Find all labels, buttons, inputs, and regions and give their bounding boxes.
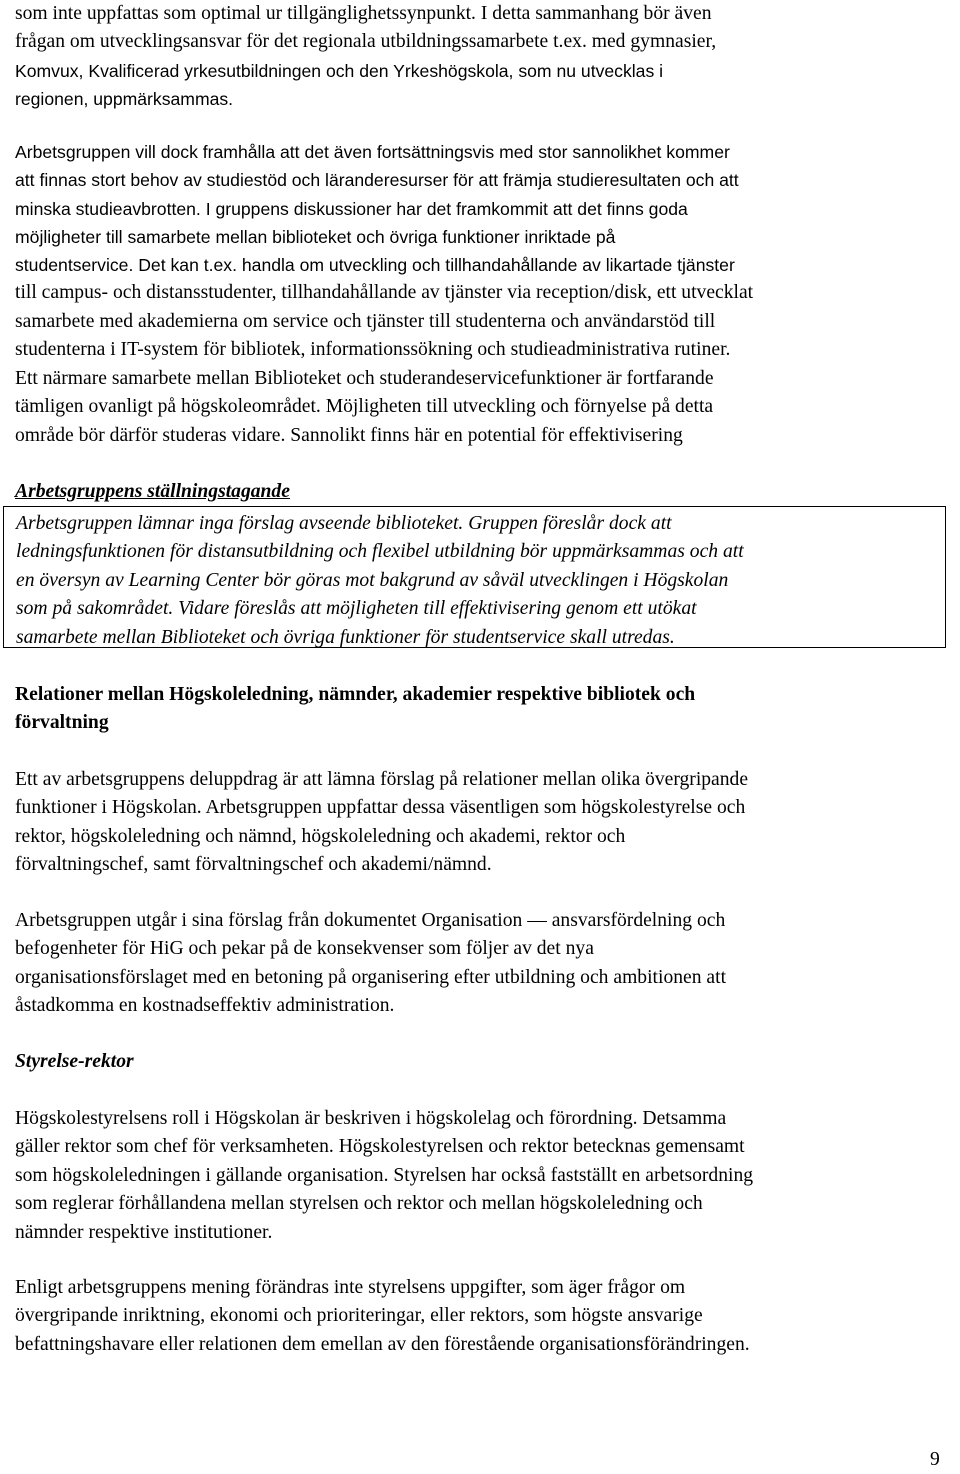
styrelse-heading: Styrelse-rektor (15, 1051, 134, 1072)
mening-line: befattningshavare eller relationen dem emellan av den förestående organisationsförändringen. (15, 1333, 750, 1355)
position-line: samarbete mellan Biblioteket och övriga funktioner för studentservice skall utredas. (16, 626, 675, 648)
support-line: studenterna i IT-system för bibliotek, informationssökning och studieadministrativa rutiner. (15, 339, 731, 361)
mening-paragraph (15, 1274, 750, 1359)
relations-line: funktioner i Högskolan. Arbetsgruppen uppfattar dessa väsentligen som högskolestyrelse och (15, 797, 746, 819)
styrelse-paragraph (15, 1105, 753, 1247)
intro-line: Komvux, Kvalificerad yrkesutbildningen och den Yrkeshögskola, som nu utvecklas i (15, 60, 664, 81)
support-line: till campus- och distansstudenter, tillhandahållande av tjänster via reception/disk, ett utvecklat (15, 282, 754, 304)
styrelse-line: nämnder respektive institutioner. (15, 1221, 273, 1243)
styrelse-line: Högskolestyrelsens roll i Högskolan är beskriven i högskolelag och förordning. Detsamma (15, 1108, 727, 1129)
mening-line: Enligt arbetsgruppens mening förändras inte styrelsens uppgifter, som äger frågor om (15, 1277, 686, 1298)
support-line: tämligen ovanligt på högskoleområdet. Möjligheten till utveckling och förnyelse på detta (15, 396, 714, 418)
support-line: samarbete med akademierna om service och tjänster till studenterna och användarstöd till (15, 310, 716, 332)
organisation-paragraph (15, 907, 726, 1021)
position-box (3, 506, 946, 648)
position-heading: Arbetsgruppens ställningstagande (15, 481, 290, 502)
styrelse-line: gäller rektor som chef för verksamheten. Högskolestyrelsen och rektor betecknas gemensamt (15, 1136, 745, 1158)
support-line: område bör därför studeras vidare. Sannolikt finns här en potential för effektivisering (15, 424, 683, 446)
support-paragraph (15, 138, 753, 450)
relations-line: förvaltningschef, samt förvaltningschef och akademi/nämnd. (15, 854, 492, 876)
organisation-line: Arbetsgruppen utgår i sina förslag från dokumentet Organisation — ansvarsfördelning och (15, 910, 726, 931)
support-line: studentservice. Det kan t.ex. handla om utveckling och tillhandahållande av likartade tjänster (15, 255, 735, 276)
intro-line: frågan om utvecklingsansvar för det regionala utbildningssamarbete t.ex. med gymnasier, (15, 31, 717, 53)
support-line: Ett närmare samarbete mellan Biblioteket och studerandeservicefunktioner är fortfarande (15, 367, 714, 389)
organisation-line: befogenheter för HiG och pekar på de konsekvenser som följer av det nya (15, 938, 594, 960)
organisation-line: organisationsförslaget med en betoning på organisering efter utbildning och ambitionen att (15, 966, 727, 988)
styrelse-line: som reglerar förhållandena mellan styrelsen och rektor och mellan högskoleledning och (15, 1193, 703, 1215)
intro-line: som inte uppfattas som optimal ur tillgänglighetssynpunkt. I detta sammanhang bör även (15, 3, 712, 24)
support-line: minska studieavbrotten. I gruppens diskussioner har det framkommit att det finns goda (15, 198, 688, 219)
position-line: ledningsfunktionen för distansutbildning och flexibel utbildning bör uppmärksammas och att (16, 541, 744, 563)
organisation-line: åstadkomma en kostnadseffektiv administration. (15, 995, 395, 1017)
relations-line: rektor, högskoleledning och nämnd, högskoleledning och akademi, rektor och (15, 825, 626, 847)
support-line: att finnas stort behov av studiestöd och läranderesurser för att främja studieresultaten och att (15, 170, 739, 191)
support-line: Arbetsgruppen vill dock framhålla att det även fortsättningsvis med stor sannolikhet kommer (15, 142, 730, 162)
page-number: 9 (930, 1449, 940, 1470)
intro-line: regionen, uppmärksammas. (15, 89, 234, 110)
mening-line: övergripande inriktning, ekonomi och prioriteringar, eller rektors, som högste ansvarige (15, 1305, 703, 1327)
styrelse-line: som högskoleledningen i gällande organisation. Styrelsen har också fastställt en arbetsordning (15, 1164, 754, 1186)
position-line: Arbetsgruppen lämnar inga förslag avseende biblioteket. Gruppen föreslår dock att (16, 513, 672, 534)
relations-heading-line: Relationer mellan Högskoleledning, nämnder, akademier respektive bibliotek och (15, 684, 696, 705)
position-line: som på sakområdet. Vidare föreslås att möjligheten till effektivisering genom ett utökat (16, 598, 697, 620)
relations-heading-line: förvaltning (15, 712, 109, 734)
intro-paragraph (15, 0, 716, 113)
support-line: möjligheter till samarbete mellan biblioteket och övriga funktioner inriktade på (15, 226, 616, 247)
relations-heading (15, 681, 695, 738)
relations-line: Ett av arbetsgruppens deluppdrag är att lämna förslag på relationer mellan olika övergripande (15, 769, 749, 790)
position-line: en översyn av Learning Center bör göras mot bakgrund av såväl utvecklingen i Högskolan (16, 569, 729, 591)
relations-paragraph (15, 766, 748, 880)
